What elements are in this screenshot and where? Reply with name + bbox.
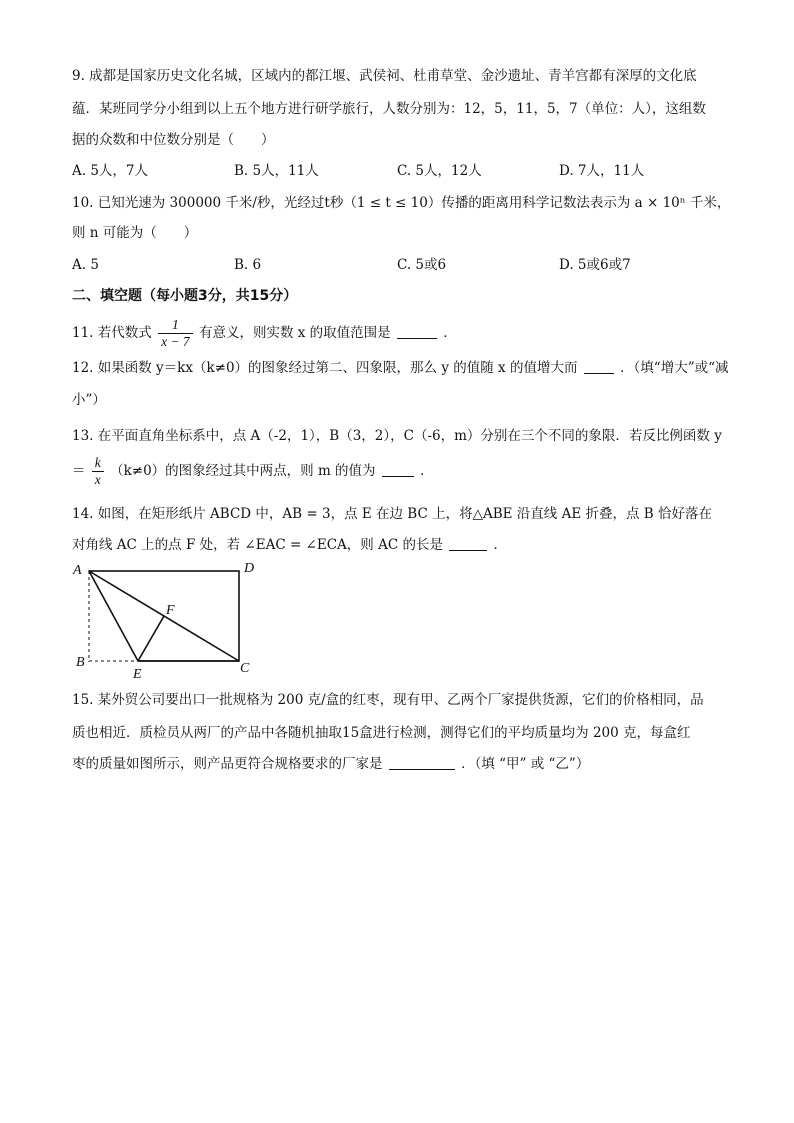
q9-option-c[interactable]: C. 5人，12人: [397, 163, 482, 179]
q10-line-1: 10. 已知光速为 300000 千米/秒，光经过t秒（1 ≤ t ≤ 10）传播的距离用科学记数法表示为 a × 10ⁿ 千米，: [72, 195, 731, 211]
label-c: C: [240, 661, 250, 676]
q10-option-a[interactable]: A. 5: [72, 257, 99, 273]
q13-text-b: （k≠0）的图象经过其中两点，则 m 的值为: [110, 463, 376, 479]
q13-line-1: 13. 在平面直角坐标系中，点 A（-2，1），B（3，2），C（-6，m）分别在三个不同的象限．若反比例函数 y: [72, 428, 722, 444]
q14-line-2: [72, 535, 507, 555]
q14-rectangle-figure: [60, 558, 270, 682]
label-a: A: [73, 563, 82, 578]
q15-line-1: 15. 某外贸公司要出口一批规格为 200 克/盒的红枣，现有甲、乙两个厂家提供货源，它们的价格相同，品: [72, 692, 704, 708]
q14-text-a: 对角线 AC 上的点 F 处，若 ∠EAC = ∠ECA，则 AC 的长是: [72, 537, 443, 553]
q15-answer-blank[interactable]: [389, 755, 455, 770]
q13-equals: ＝: [72, 463, 86, 479]
q14-line-1: 14. 如图，在矩形纸片 ABCD 中，AB = 3，点 E 在边 BC 上，将△ABE 沿直线 AE 折叠，点 B 恰好落在: [72, 506, 712, 522]
section-fill-in-title: 二、填空题（每小题3分，共15分）: [72, 288, 298, 304]
q12-line-2: 小”）: [72, 392, 106, 408]
q14-answer-blank[interactable]: [449, 536, 487, 551]
label-d: D: [244, 561, 255, 576]
q11-line: [72, 316, 457, 350]
segment-ae: [89, 571, 138, 661]
q11-end: ．: [443, 325, 457, 341]
q9-line-1: 9. 成都是国家历史文化名城，区域内的都江堰、武侯祠、杜甫草堂、金沙遗址、青羊宫都有深厚的文化底: [72, 68, 697, 84]
q10-option-c[interactable]: C. 5或6: [397, 257, 447, 273]
q15-line-3: [72, 754, 589, 774]
segment-ef: [138, 616, 164, 661]
q15-text-b: ．（填 “甲” 或 “乙”）: [461, 756, 590, 772]
q15-line-2: 质也相近．质检员从两厂的产品中各随机抽取15盒进行检测，测得它们的平均质量均为 200 克，每盒红: [72, 725, 691, 741]
q12-line-1: [72, 358, 729, 378]
q9-option-b[interactable]: B. 5人，11人: [234, 163, 319, 179]
q11-fraction: [158, 317, 193, 350]
q13-fraction-denominator: x: [92, 471, 104, 488]
q11-suffix: 有意义，则实数 x 的取值范围是: [198, 325, 391, 341]
q10-line-2: 则 n 可能为（ ）: [72, 225, 198, 241]
q11-fraction-denominator: x − 7: [158, 333, 193, 350]
label-e: E: [133, 667, 142, 682]
q13-end: ．: [420, 463, 434, 479]
label-b: B: [76, 655, 85, 670]
q10-option-b[interactable]: B. 6: [234, 257, 262, 273]
label-f: F: [166, 603, 175, 618]
q13-line-2: [72, 454, 434, 488]
q9-option-a[interactable]: A. 5人，7人: [72, 163, 149, 179]
q9-line-3: 据的众数和中位数分别是（ ）: [72, 132, 275, 148]
q9-option-d[interactable]: D. 7人，11人: [559, 163, 645, 179]
q11-fraction-numerator: 1: [171, 317, 179, 332]
q13-fraction-numerator: k: [94, 455, 101, 470]
q12-text-a: 12. 如果函数 y＝kx（k≠0）的图象经过第二、四象限，那么 y 的值随 x 的值增大而: [72, 360, 578, 376]
q13-answer-blank[interactable]: [382, 462, 414, 477]
q13-fraction: [92, 455, 104, 488]
q9-line-2: 蕴．某班同学分小组到以上五个地方进行研学旅行，人数分别为：12，5，11，5，7（单位：人），这组数: [72, 101, 706, 117]
q14-end: ．: [493, 537, 508, 553]
q10-option-d[interactable]: D. 5或6或7: [559, 257, 631, 273]
q15-text-a: 枣的质量如图所示，则产品更符合规格要求的厂家是: [72, 756, 383, 772]
q11-prefix: 11. 若代数式: [72, 325, 152, 341]
q12-text-b: ．（填“增大”或“减: [620, 360, 729, 376]
q12-answer-blank[interactable]: [584, 359, 614, 374]
q11-answer-blank[interactable]: [397, 324, 437, 339]
